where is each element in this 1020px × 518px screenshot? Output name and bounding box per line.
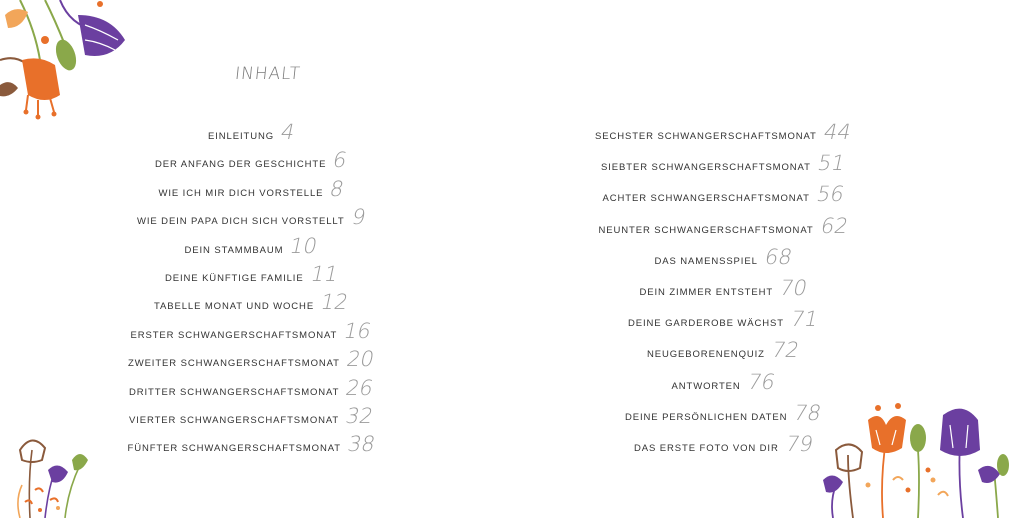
- toc-entry-label: VIERTER SCHWANGERSCHAFTSMONAT: [129, 415, 340, 426]
- toc-entry-page: 51: [815, 151, 848, 176]
- toc-entry-label: SECHSTER SCHWANGERSCHAFTSMONAT: [595, 131, 817, 142]
- toc-entry-label: ZWEITER SCHWANGERSCHAFTSMONAT: [128, 358, 340, 370]
- toc-entry: [595, 120, 854, 144]
- toc-entry-label: DEIN STAMMBAUM: [184, 244, 284, 256]
- toc-entry-page: 62: [818, 213, 850, 238]
- toc-entry-label: WIE ICH MIR DICH VORSTELLE: [158, 187, 324, 199]
- toc-entry-page: 38: [345, 432, 378, 457]
- toc-entry-page: 76: [745, 369, 778, 394]
- toc-entry-page: 78: [791, 400, 824, 425]
- toc-entry-label: TABELLE MONAT UND WOCHE: [154, 301, 315, 313]
- toc-entry: [129, 375, 376, 400]
- toc-entry-page: 10: [288, 233, 320, 258]
- toc-entry: [634, 432, 816, 456]
- toc-entry-label: DEINE KÜNFTIGE FAMILIE: [165, 273, 304, 284]
- toc-entry: [158, 176, 347, 201]
- toc-entry: [129, 404, 376, 428]
- toc-entry-page: 68: [762, 244, 795, 269]
- toc-entry-page: 8: [327, 176, 347, 201]
- toc-entry-page: 26: [343, 375, 376, 400]
- toc-title: INHALT: [233, 64, 302, 84]
- toc-entry-label: ACHTER SCHWANGERSCHAFTSMONAT: [602, 193, 810, 205]
- toc-entry-label: DAS ERSTE FOTO VON DIR: [634, 443, 779, 454]
- toc-entry: [625, 400, 824, 425]
- toc-entry-label: EINLEITUNG: [208, 131, 275, 142]
- toc-entry-page: 9: [349, 205, 368, 230]
- toc-entry-page: 16: [341, 318, 374, 343]
- toc-entry-label: FÜNFTER SCHWANGERSCHAFTSMONAT: [127, 443, 341, 455]
- toc-entry-page: 4: [278, 120, 298, 144]
- toc-entry-page: 11: [308, 262, 340, 286]
- toc-entry-label: NEUNTER SCHWANGERSCHAFTSMONAT: [598, 224, 814, 236]
- toc-entry-page: 70: [777, 276, 810, 300]
- toc-entry: [128, 347, 377, 372]
- toc-entry: [602, 182, 847, 207]
- toc-entry-page: 6: [330, 148, 350, 173]
- toc-entry: [654, 244, 795, 269]
- flower-decoration-bottom-left: [10, 430, 95, 518]
- flower-decoration-bottom-right: [818, 400, 1020, 518]
- toc-entry-label: DER ANFANG DER GESCHICHTE: [155, 159, 327, 171]
- toc-entry-label: DAS NAMENSSPIEL: [654, 255, 758, 267]
- toc-entry: [671, 369, 778, 394]
- toc-entry-label: WIE DEIN PAPA DICH SICH VORSTELLT: [137, 216, 345, 228]
- toc-entry-label: DEINE PERSÖNLICHEN DATEN: [625, 411, 788, 423]
- toc-entry: [208, 120, 298, 144]
- toc-entry-page: 20: [344, 347, 377, 372]
- toc-entry-page: 72: [769, 338, 802, 363]
- toc-entry: [155, 148, 350, 173]
- toc-entry: [184, 233, 320, 258]
- toc-entry-page: 56: [814, 182, 847, 207]
- toc-entry-label: SIEBTER SCHWANGERSCHAFTSMONAT: [601, 162, 811, 174]
- toc-entry: [639, 276, 810, 300]
- toc-entry: [647, 338, 802, 363]
- toc-entry-label: ANTWORTEN: [671, 380, 741, 392]
- toc-entry: [601, 151, 848, 176]
- toc-entry-page: 12: [318, 290, 351, 315]
- toc-entry-label: DEIN ZIMMER ENTSTEHT: [639, 287, 774, 298]
- toc-entry-label: ERSTER SCHWANGERSCHAFTSMONAT: [130, 329, 338, 341]
- toc-entry-label: DRITTER SCHWANGERSCHAFTSMONAT: [129, 386, 340, 398]
- toc-entry-label: NEUGEBORENENQUIZ: [647, 349, 765, 361]
- toc-entry-label: DEINE GARDEROBE WÄCHST: [628, 318, 784, 330]
- toc-entry-page: 79: [783, 432, 816, 456]
- toc-entry: [154, 290, 351, 315]
- toc-entry-page: 44: [821, 120, 854, 144]
- toc-entry: [127, 432, 378, 457]
- toc-entry-page: 32: [343, 404, 376, 428]
- toc-entry-page: 71: [788, 307, 821, 332]
- toc-entry: [137, 205, 368, 230]
- toc-entry: [598, 213, 850, 238]
- toc-entry: [628, 307, 821, 332]
- toc-entry: [130, 318, 374, 343]
- toc-entry: [165, 262, 340, 286]
- flower-decoration-top-left: [0, 0, 135, 125]
